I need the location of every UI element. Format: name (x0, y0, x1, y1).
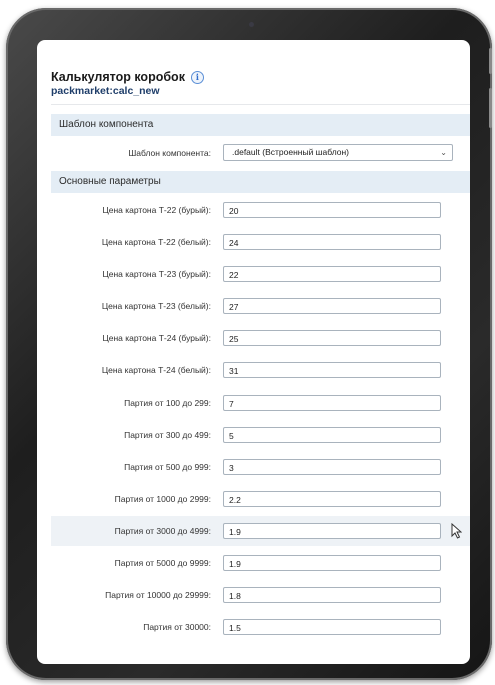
param-row (51, 420, 470, 450)
component-header (51, 70, 204, 97)
param-input[interactable]: 2.2 (223, 491, 441, 507)
param-input[interactable]: 1.9 (223, 555, 441, 571)
param-input[interactable]: 1.9 (223, 523, 441, 539)
param-label: Партия от 30000: (143, 622, 211, 632)
param-row-hovered (51, 516, 470, 546)
mouse-cursor-icon (451, 523, 462, 539)
param-row (51, 484, 470, 514)
param-label: Цена картона Т-23 (бурый): (102, 269, 211, 279)
param-label: Партия от 500 до 999: (124, 462, 211, 472)
param-row (51, 548, 470, 578)
param-label: Партия от 100 до 299: (124, 398, 211, 408)
volume-button (489, 88, 492, 128)
param-row (51, 452, 470, 482)
chevron-down-icon: ⌄ (440, 148, 447, 157)
component-code: packmarket:calc_new (51, 85, 160, 97)
template-select-value: .default (Встроенный шаблон) (232, 147, 350, 157)
section-template: Шаблон компонента (51, 114, 470, 136)
param-row (51, 355, 470, 385)
param-input[interactable]: 7 (223, 395, 441, 411)
param-row (51, 259, 470, 289)
camera-dot (249, 22, 254, 27)
template-label: Шаблон компонента: (128, 148, 211, 158)
param-label: Партия от 1000 до 2999: (114, 494, 211, 504)
param-label: Партия от 5000 до 9999: (114, 558, 211, 568)
param-row (51, 195, 470, 225)
param-input[interactable]: 3 (223, 459, 441, 475)
param-label: Цена картона Т-22 (белый): (101, 237, 211, 247)
param-input[interactable]: 31 (223, 362, 441, 378)
param-row (51, 612, 470, 642)
section-main: Основные параметры (51, 171, 470, 193)
param-row (51, 227, 470, 257)
param-input[interactable]: 22 (223, 266, 441, 282)
param-label: Партия от 300 до 499: (124, 430, 211, 440)
divider (51, 104, 470, 105)
page-title: Калькулятор коробок (51, 70, 185, 84)
param-input[interactable]: 1.5 (223, 619, 441, 635)
param-label: Партия от 10000 до 29999: (105, 590, 211, 600)
param-label: Цена картона Т-23 (белый): (101, 301, 211, 311)
template-row (51, 138, 470, 168)
param-label: Цена картона Т-22 (бурый): (102, 205, 211, 215)
param-row (51, 291, 470, 321)
power-button (489, 48, 492, 74)
param-input[interactable]: 24 (223, 234, 441, 250)
param-row (51, 388, 470, 418)
param-row (51, 580, 470, 610)
param-input[interactable]: 27 (223, 298, 441, 314)
screen (37, 40, 470, 664)
param-row (51, 323, 470, 353)
param-label: Партия от 3000 до 4999: (114, 526, 211, 536)
param-input[interactable]: 5 (223, 427, 441, 443)
param-input[interactable]: 1.8 (223, 587, 441, 603)
param-label: Цена картона Т-24 (бурый): (102, 333, 211, 343)
param-input[interactable]: 25 (223, 330, 441, 346)
param-input[interactable]: 20 (223, 202, 441, 218)
param-label: Цена картона Т-24 (белый): (101, 365, 211, 375)
info-icon[interactable]: i (191, 71, 204, 84)
tablet-frame (6, 8, 492, 680)
template-select[interactable] (223, 144, 453, 161)
